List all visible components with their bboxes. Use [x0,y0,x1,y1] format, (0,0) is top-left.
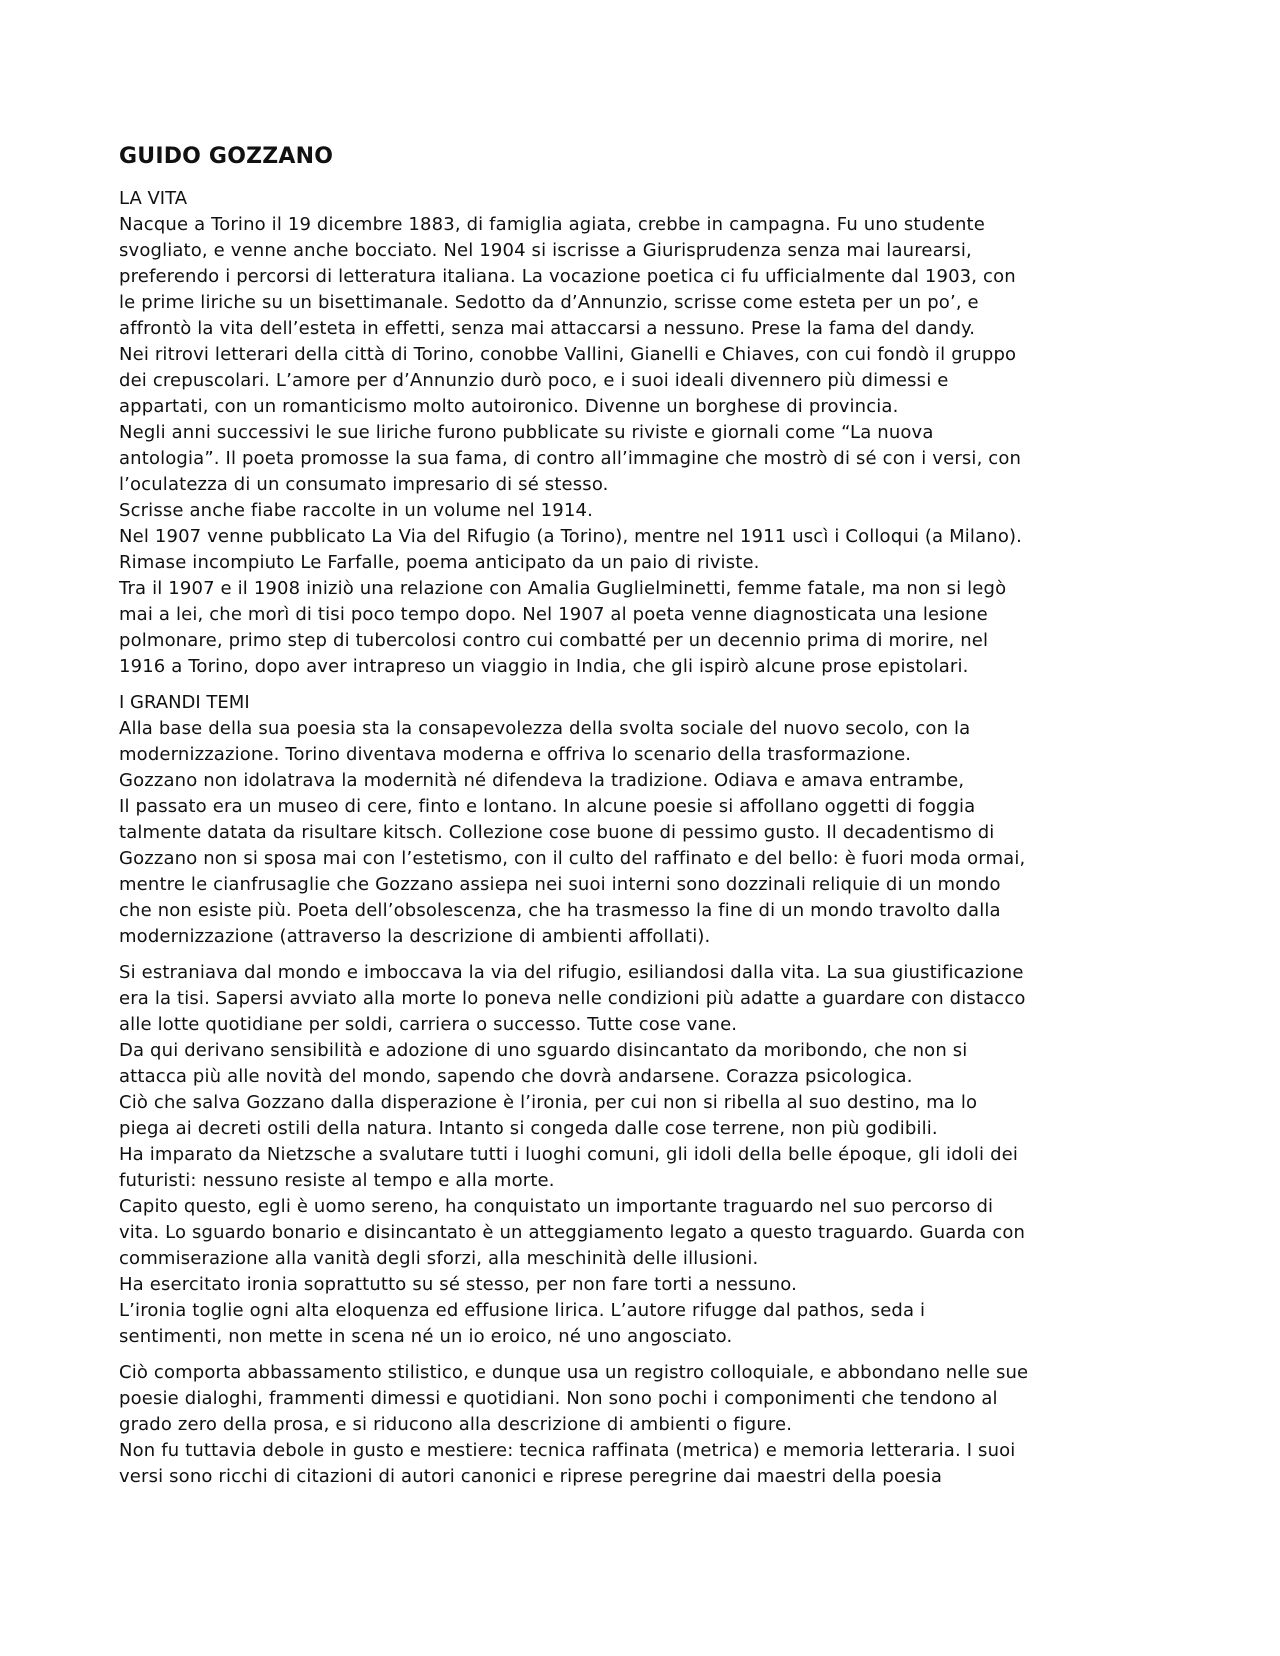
text-line: Rimase incompiuto Le Farfalle, poema anticipato da un paio di riviste. [119,552,760,573]
text-line: grado zero della prosa, e si riducono alla descrizione di ambienti o figure. [119,1414,793,1435]
section-grandi-temi [119,690,1179,950]
text-line: Alla base della sua poesia sta la consapevolezza della svolta sociale del nuovo secolo, con la [119,718,971,739]
text-line: versi sono ricchi di citazioni di autori canonici e riprese peregrine dai maestri della poesia [119,1466,943,1487]
section-body [119,212,1179,680]
text-line: alle lotte quotidiane per soldi, carriera o successo. Tutte cose vane. [119,1014,738,1035]
text-line: Tra il 1907 e il 1908 iniziò una relazione con Amalia Guglielminetti, femme fatale, ma non si legò [119,578,1007,599]
text-line: sentimenti, non mette in scena né un io eroico, né uno angosciato. [119,1326,733,1347]
text-line: Nel 1907 venne pubblicato La Via del Rifugio (a Torino), mentre nel 1911 uscì i Colloqui (a Milano). [119,526,1023,547]
text-line: Capito questo, egli è uomo sereno, ha conquistato un importante traguardo nel suo percorso di [119,1196,994,1217]
section-heading: I GRANDI TEMI [119,692,250,713]
text-line: poesie dialoghi, frammenti dimessi e quotidiani. Non sono pochi i componimenti che tendono al [119,1388,998,1409]
text-line: le prime liriche su un bisettimanale. Sedotto da d’Annunzio, scrisse come esteta per un po’, e [119,292,979,313]
text-line: Ciò comporta abbassamento stilistico, e dunque usa un registro colloquiale, e abbondano nelle sue [119,1362,1029,1383]
text-line: l’oculatezza di un consumato impresario di sé stesso. [119,474,609,495]
text-line: che non esiste più. Poeta dell’obsolescenza, che ha trasmesso la fine di un mondo travolto dalla [119,900,1001,921]
document-title: GUIDO GOZZANO [119,144,334,169]
text-line: mai a lei, che morì di tisi poco tempo dopo. Nel 1907 al poeta venne diagnosticata una lesione [119,604,988,625]
text-line: Si estraniava dal mondo e imboccava la via del rifugio, esiliandosi dalla vita. La sua giustificazione [119,962,1024,983]
text-line: modernizzazione. Torino diventava moderna e offriva lo scenario della trasformazione. [119,744,912,765]
text-line: appartati, con un romanticismo molto autoironico. Divenne un borghese di provincia. [119,396,899,417]
paragraph-rifugio [119,960,1179,1350]
text-line: polmonare, primo step di tubercolosi contro cui combatté per un decennio prima di morire, nel [119,630,989,651]
text-line: Scrisse anche fiabe raccolte in un volume nel 1914. [119,500,593,521]
section-body [119,716,1179,950]
section-heading: LA VITA [119,188,188,209]
text-line: 1916 a Torino, dopo aver intrapreso un viaggio in India, che gli ispirò alcune prose epistolari. [119,656,969,677]
paragraph-stile [119,1360,1179,1490]
text-line: affrontò la vita dell’esteta in effetti, senza mai attaccarsi a nessuno. Prese la fama del dandy. [119,318,976,339]
text-line: Ciò che salva Gozzano dalla disperazione è l’ironia, per cui non si ribella al suo destino, ma lo [119,1092,978,1113]
text-line: talmente datata da risultare kitsch. Collezione cose buone di pessimo gusto. Il decadentismo di [119,822,995,843]
text-line: futuristi: nessuno resiste al tempo e alla morte. [119,1170,555,1191]
text-line: mentre le cianfrusaglie che Gozzano assiepa nei suoi interni sono dozzinali reliquie di un mondo [119,874,1001,895]
text-line: L’ironia toglie ogni alta eloquenza ed effusione lirica. L’autore rifugge dal pathos, seda i [119,1300,926,1321]
text-line: modernizzazione (attraverso la descrizione di ambienti affollati). [119,926,711,947]
text-line: piega ai decreti ostili della natura. Intanto si congeda dalle cose terrene, non più godibili. [119,1118,938,1139]
paragraph-gap [119,680,1179,690]
text-line: Nacque a Torino il 19 dicembre 1883, di famiglia agiata, crebbe in campagna. Fu uno studente [119,214,985,235]
text-line: era la tisi. Sapersi avviato alla morte lo poneva nelle condizioni più adatte a guardare con distacco [119,988,1026,1009]
paragraph-gap [119,1350,1179,1360]
text-line: Ha esercitato ironia soprattutto su sé stesso, per non fare torti a nessuno. [119,1274,798,1295]
text-line: svogliato, e venne anche bocciato. Nel 1904 si iscrisse a Giurisprudenza senza mai laurearsi, [119,240,972,261]
text-line: Gozzano non si sposa mai con l’estetismo, con il culto del raffinato e del bello: è fuori moda ormai, [119,848,1026,869]
text-line: Negli anni successivi le sue liriche furono pubblicate su riviste e giornali come “La nuova [119,422,934,443]
section-la-vita [119,186,1179,680]
text-line: Il passato era un museo di cere, finto e lontano. In alcune poesie si affollano oggetti di foggia [119,796,976,817]
text-line: dei crepuscolari. L’amore per d’Annunzio durò poco, e i suoi ideali divennero più dimessi e [119,370,949,391]
text-line: Non fu tuttavia debole in gusto e mestiere: tecnica raffinata (metrica) e memoria letteraria. I suoi [119,1440,1016,1461]
text-line: Da qui derivano sensibilità e adozione di uno sguardo disincantato da moribondo, che non si [119,1040,968,1061]
text-line: Nei ritrovi letterari della città di Torino, conobbe Vallini, Gianelli e Chiaves, con cui fondò il gruppo [119,344,1017,365]
text-line: commiserazione alla vanità degli sforzi, alla meschinità delle illusioni. [119,1248,759,1269]
text-line: attacca più alle novità del mondo, sapendo che dovrà andarsene. Corazza psicologica. [119,1066,913,1087]
paragraph-gap [119,950,1179,960]
text-line: Ha imparato da Nietzsche a svalutare tutti i luoghi comuni, gli idoli della belle époque, gli idoli dei [119,1144,1019,1165]
text-line: preferendo i percorsi di letteratura italiana. La vocazione poetica ci fu ufficialmente dal 1903, con [119,266,1016,287]
text-line: Gozzano non idolatrava la modernità né difendeva la tradizione. Odiava e amava entrambe, [119,770,965,791]
text-line: vita. Lo sguardo bonario e disincantato è un atteggiamento legato a questo traguardo. Guarda con [119,1222,1026,1243]
text-line: antologia”. Il poeta promosse la sua fama, di contro all’immagine che mostrò di sé con i versi, con [119,448,1022,469]
document-page [119,142,1179,1490]
